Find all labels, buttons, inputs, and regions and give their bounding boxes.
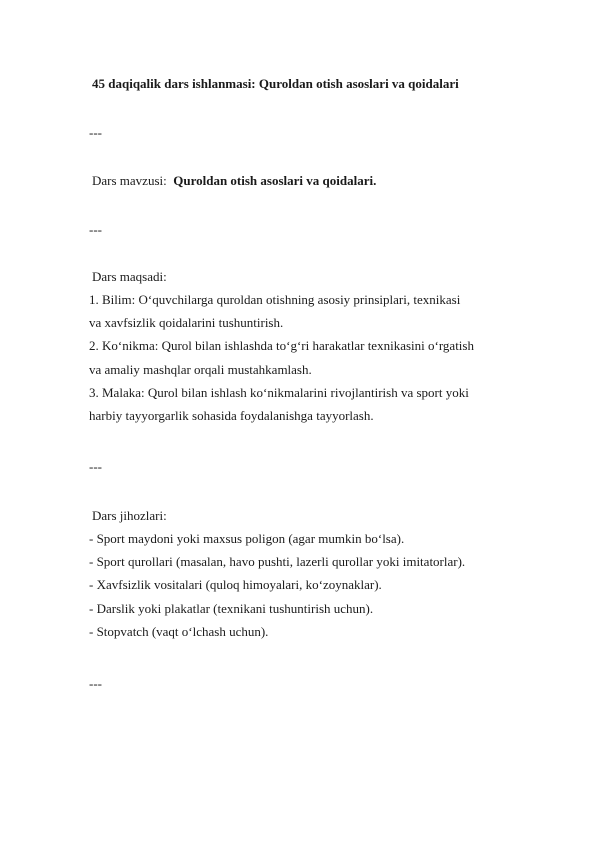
equipment-heading: Dars jihozlari:: [92, 508, 167, 523]
separator: ---: [89, 676, 102, 691]
goals-heading: Dars maqsadi:: [92, 269, 167, 284]
goals-line: 3. Malaka: Qurol bilan ishlash ko‘nikmalarini rivojlantirish va sport yoki: [89, 385, 469, 400]
equipment-item: - Stopvatch (vaqt o‘lchash uchun).: [89, 624, 269, 639]
separator: ---: [89, 459, 102, 474]
topic-value: Quroldan otish asoslari va qoidalari.: [173, 173, 377, 188]
document-title: 45 daqiqalik dars ishlanmasi: Quroldan otish asoslari va qoidalari: [92, 76, 459, 91]
equipment-item: - Darslik yoki plakatlar (texnikani tushuntirish uchun).: [89, 601, 374, 616]
goals-line: 1. Bilim: O‘quvchilarga quroldan otishning asosiy prinsiplari, texnikasi: [89, 292, 461, 307]
topic-line: [92, 172, 376, 189]
equipment-item: - Sport qurollari (masalan, havo pushti, lazerli qurollar yoki imitatorlar).: [89, 554, 466, 569]
goals-line: harbiy tayyorgarlik sohasida foydalanishga tayyorlash.: [89, 408, 374, 423]
goals-line: 2. Ko‘nikma: Qurol bilan ishlashda to‘g‘ri harakatlar texnikasini o‘rgatish: [89, 338, 474, 353]
topic-label: Dars mavzusi:: [92, 173, 167, 188]
separator: ---: [89, 125, 102, 140]
equipment-item: - Sport maydoni yoki maxsus poligon (agar mumkin bo‘lsa).: [89, 531, 405, 546]
goals-line: va xavfsizlik qoidalarini tushuntirish.: [89, 315, 284, 330]
goals-line: va amaliy mashqlar orqali mustahkamlash.: [89, 362, 312, 377]
equipment-item: - Xavfsizlik vositalari (quloq himoyalari, ko‘zoynaklar).: [89, 577, 382, 592]
separator: ---: [89, 222, 102, 237]
